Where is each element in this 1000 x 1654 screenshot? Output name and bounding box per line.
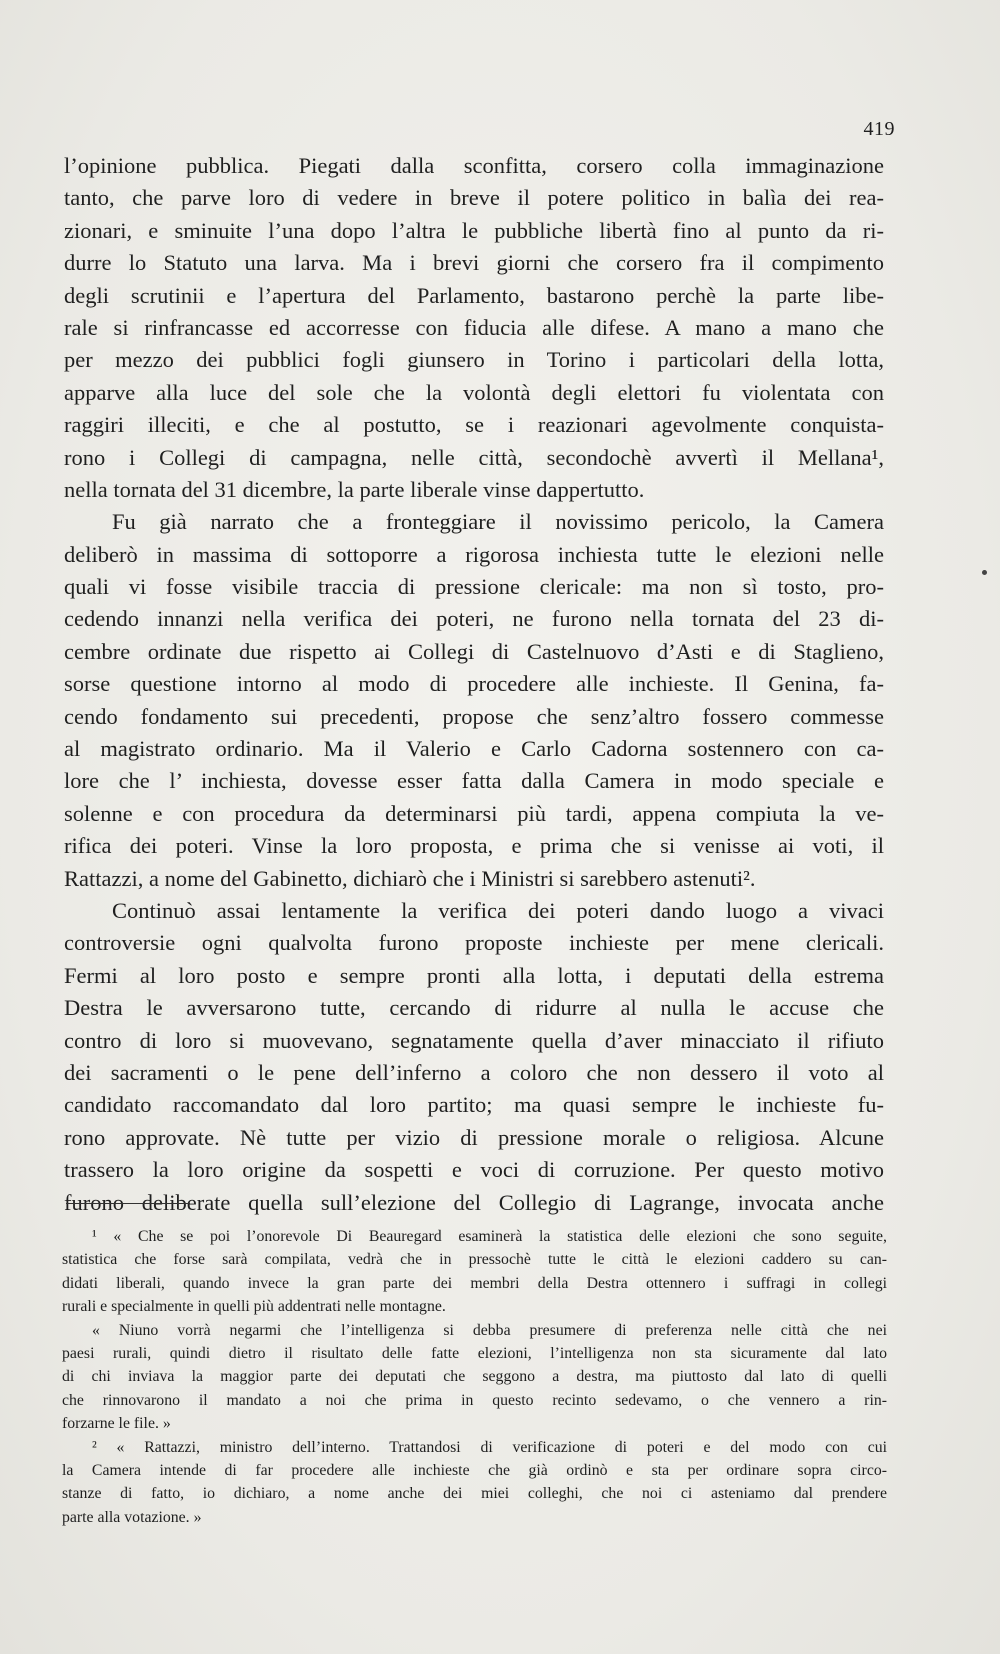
body-line: Fermi al loro posto e sempre pronti alla lotta, i deputati della estrema: [64, 962, 884, 988]
body-line: rifica dei poteri. Vinse la loro proposta, e prima che si venisse ai voti, il: [64, 833, 884, 859]
body-line: contro di loro si muovevano, segnatamente quella d’aver minacciato il rifiuto: [64, 1027, 884, 1053]
page-number: 419: [863, 118, 895, 140]
body-line: tanto, che parve loro di vedere in breve il potere politico in balìa dei rea-: [64, 185, 884, 211]
body-line: solenne e con procedura da determinarsi più tardi, appena compiuta la ve-: [64, 800, 884, 826]
body-line: cembre ordinate due rispetto ai Collegi di Castelnuovo d’Asti e di Staglieno,: [64, 638, 884, 664]
footnote-line: paesi rurali, quindi dietro il risultato delle fatte elezioni, l’intelligenza non sta sicuramente dal lato: [62, 1344, 887, 1362]
body-line: sorse questione intorno al modo di procedere alle inchieste. Il Genina, fa-: [64, 671, 884, 697]
body-line: lore che l’ inchiesta, dovesse esser fatta dalla Camera in modo speciale e: [64, 768, 884, 794]
body-line: raggiri illeciti, e che al postutto, se i reazionari agevolmente conquista-: [64, 412, 884, 438]
body-line: deliberò in massima di sottoporre a rigorosa inchiesta tutte le elezioni nelle: [64, 541, 884, 567]
body-line: cedendo innanzi nella verifica dei poteri, ne furono nella tornata del 23 di-: [64, 606, 884, 632]
body-line: zionari, e sminuite l’una dopo l’altra le pubbliche libertà fino al punto da ri-: [64, 217, 884, 243]
footnote-line: parte alla votazione. »: [62, 1508, 202, 1526]
footnote-divider: [66, 1203, 190, 1204]
footnote-line: la Camera intende di far procedere alle inchieste che già ordinò e sta per ordinare sopra circo-: [62, 1461, 887, 1479]
body-line: dei sacramenti o le pene dell’inferno a coloro che non dessero il voto al: [64, 1059, 884, 1085]
body-line: nella tornata del 31 dicembre, la parte liberale vinse dappertutto.: [64, 476, 645, 502]
footnote-line: forzarne le file. »: [62, 1415, 171, 1433]
body-line: degli scrutinii e l’apertura del Parlamento, bastarono perchè la parte libe-: [64, 282, 884, 308]
footnote-line: ¹ « Che se poi l’onorevole Di Beauregard esaminerà la statistica delle elezioni che sono seguite,: [92, 1228, 887, 1245]
body-line: apparve alla luce del sole che la volontà degli elettori fu violentata con: [64, 379, 884, 405]
footnote-line: di chi inviava la maggior parte dei deputati che seggono a destra, ma piuttosto dal lato di quelli: [62, 1368, 887, 1386]
body-line: rono i Collegi di campagna, nelle città, secondochè avvertì il Mellana¹,: [64, 444, 884, 470]
body-line: durre lo Statuto una larva. Ma i brevi giorni che corsero fra il compimento: [64, 250, 884, 276]
body-line: Continuò assai lentamente la verifica dei poteri dando luogo a vivaci: [112, 897, 884, 923]
body-text: [64, 150, 884, 1219]
margin-speck: [982, 570, 987, 575]
body-line: controversie ogni qualvolta furono proposte inchieste per mene clericali.: [64, 930, 884, 956]
footnote-line: statistica che forse sarà compilata, vedrà che in pressochè tutte le città le elezioni caddero su can-: [62, 1251, 887, 1269]
body-line: al magistrato ordinario. Ma il Valerio e Carlo Cadorna sostennero con ca-: [64, 736, 884, 762]
footnote-line: stanze di fatto, io dichiaro, a nome anche dei miei colleghi, che noi ci asteniamo dal prendere: [62, 1485, 887, 1503]
footnotes: [62, 1225, 887, 1529]
body-line: cendo fondamento sui precedenti, propose che senz’altro fossero commesse: [64, 703, 884, 729]
body-line: per mezzo dei pubblici fogli giunsero in Torino i particolari della lotta,: [64, 347, 884, 373]
body-line: l’opinione pubblica. Piegati dalla sconfitta, corsero colla immaginazione: [64, 153, 884, 178]
footnote-line: che rinnovarono il mandato a noi che prima in questo recinto sedevamo, o che vennero a rin-: [62, 1391, 887, 1409]
body-line: rono approvate. Nè tutte per vizio di pressione morale o religiosa. Alcune: [64, 1124, 884, 1150]
body-line: candidato raccomandato dal loro partito; ma quasi sempre le inchieste fu-: [64, 1092, 884, 1118]
body-line: rale si rinfrancasse ed accorresse con fiducia alle difese. A mano a mano che: [64, 314, 884, 340]
body-line: quali vi fosse visibile traccia di pressione clericale: ma non sì tosto, pro-: [64, 574, 884, 600]
footnote-line: ² « Rattazzi, ministro dell’interno. Trattandosi di verificazione di poteri e del modo con cui: [92, 1438, 887, 1456]
body-line: Fu già narrato che a fronteggiare il novissimo pericolo, la Camera: [112, 509, 884, 535]
footnote-line: « Niuno vorrà negarmi che l’intelligenza si debba presumere di preferenza nelle città che nei: [92, 1321, 887, 1339]
footnote-line: rurali e specialmente in quelli più addentrati nelle montagne.: [62, 1298, 446, 1316]
body-line: furono deliberate quella sull’elezione del Collegio di Lagrange, invocata anche: [64, 1189, 884, 1215]
footnote-line: didati liberali, quando invece la gran parte dei membri della Destra ottennero i suffragi in collegi: [62, 1274, 887, 1292]
body-line: Rattazzi, a nome del Gabinetto, dichiarò che i Ministri si sarebbero astenuti².: [64, 865, 756, 891]
body-line: Destra le avversarono tutte, cercando di ridurre al nulla le accuse che: [64, 995, 884, 1021]
body-line: trassero la loro origine da sospetti e voci di corruzione. Per questo motivo: [64, 1157, 884, 1183]
